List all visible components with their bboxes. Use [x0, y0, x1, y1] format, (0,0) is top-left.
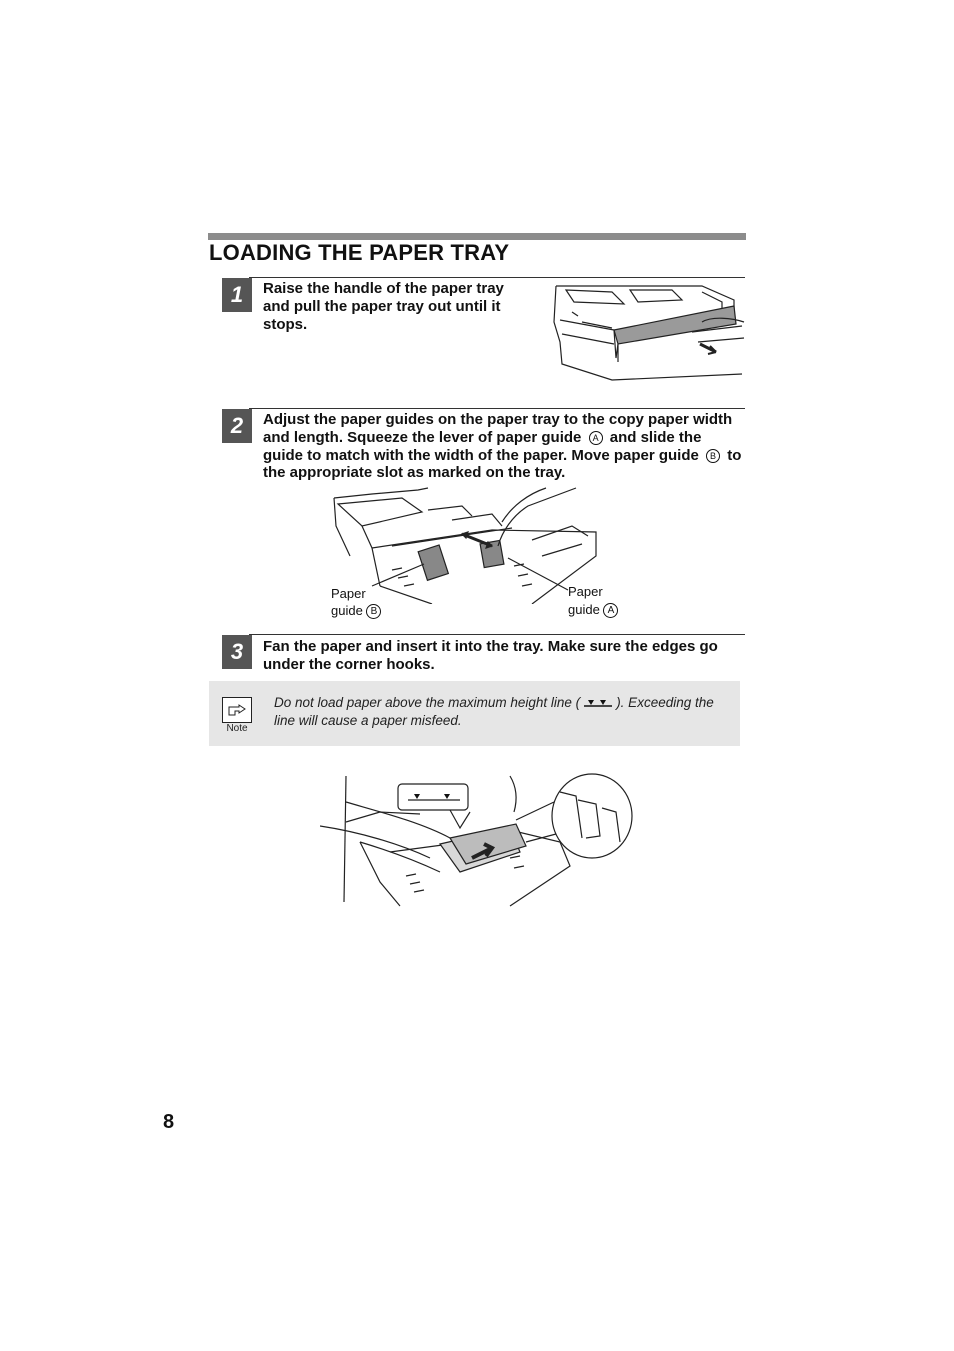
guide-a-label-line1: Paper — [568, 584, 603, 599]
max-height-line-icon — [584, 698, 612, 708]
note-label: Note — [226, 723, 248, 734]
step-2-text-part-2: and slide the guide to match with the width of the paper. Move paper guide — [263, 428, 702, 464]
guide-a-label-line2 — [568, 601, 618, 618]
title-bar — [208, 233, 746, 240]
step-3-text: Fan the paper and insert it into the tray. Make sure the edges go under the corner hooks. — [263, 638, 718, 673]
guide-a-mark: A — [589, 431, 603, 445]
step-2-text — [263, 411, 745, 482]
note-text-after: ). Exceeding the line will cause a paper misfeed. — [274, 695, 714, 728]
guide-b-mark: B — [706, 449, 720, 463]
step-1-text: Raise the handle of the paper tray and pull the paper tray out until it stops. — [263, 280, 504, 333]
step-2-rule — [249, 408, 745, 409]
step-3-number: 3 — [222, 635, 252, 669]
page-number: 8 — [163, 1111, 175, 1133]
guide-a-label-mark: A — [603, 603, 618, 618]
paper-guide-adjust-illustration — [332, 486, 598, 604]
note-text — [274, 694, 729, 730]
guide-b-label-mark: B — [366, 604, 381, 619]
paper-insert-illustration — [320, 772, 635, 908]
guide-a-label-word: guide — [568, 602, 600, 617]
step-2-text-part-3: to the appropriate slot as marked on the tray. — [263, 446, 742, 482]
guide-b-label-line2 — [331, 602, 381, 619]
note-text-before: Do not load paper above the maximum height line ( — [274, 695, 581, 710]
step-3-rule — [249, 634, 745, 635]
pointing-hand-icon — [222, 697, 252, 723]
page-title: LOADING THE PAPER TRAY — [209, 240, 510, 265]
copier-tray-pull-illustration — [552, 282, 746, 384]
step-1-rule — [249, 277, 745, 278]
step-2-text-part-1: Adjust the paper guides on the paper tray to the copy paper width and length. Squeeze the lever of paper guide — [263, 411, 733, 446]
step-1-number: 1 — [222, 278, 252, 312]
step-2-number: 2 — [222, 409, 252, 443]
guide-b-label-word: guide — [331, 603, 363, 618]
guide-b-label-line1: Paper — [331, 586, 366, 601]
